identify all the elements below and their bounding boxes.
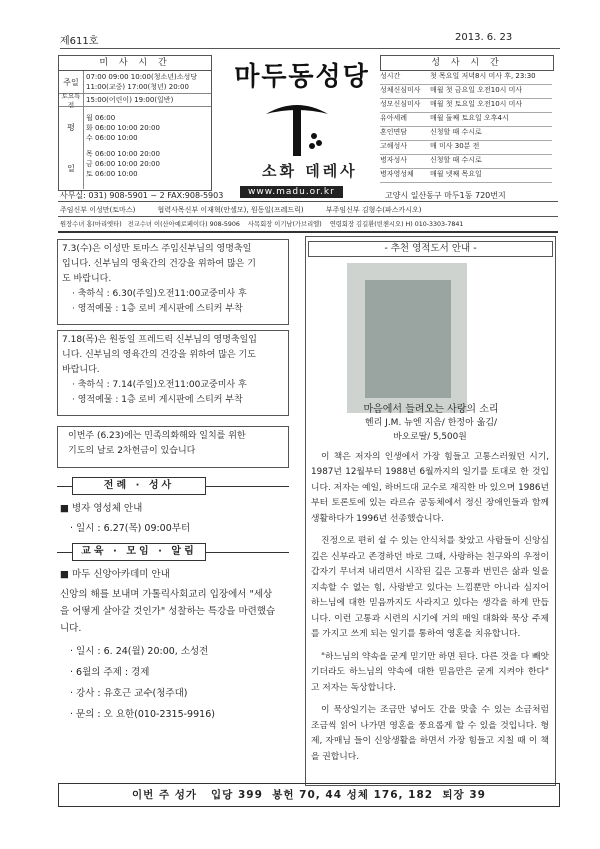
staff-line-2: 원장수녀 홍(마리엣타) 전교수녀 이(산아예로페이다) 908-5906 사목회장 이기남(가브리엘) 연령회장 김길환(빈첸시오) H) 010-3303-7841	[60, 221, 464, 228]
section-detail: · 문의 : 오 요한(010-2315-9916)	[70, 709, 215, 720]
book-description	[311, 430, 549, 772]
section-text: 을 어떻게 살아갈 것인가" 성찰하는 특강을 마련했습	[60, 606, 276, 617]
issue-date: 2013. 6. 23	[455, 32, 513, 43]
sacrament-label: 유아세례	[380, 114, 408, 122]
book-title: 마음에서 들려오는 사랑의 소리	[363, 404, 499, 415]
parish-subtitle: 소화 데레사	[262, 162, 358, 180]
sacrament-row	[380, 141, 552, 155]
sacrament-value: 매 미사 30분 전	[430, 142, 480, 150]
mass-row-label: 토요특전	[59, 94, 84, 106]
section-detail: · 일시 : 6.27(목) 09:00부터	[70, 523, 191, 534]
notice-box-1	[57, 239, 289, 325]
section-detail: · 강사 : 유호근 교수(청주대)	[70, 688, 188, 699]
sacrament-value: 매월 첫 금요일 오전10시 미사	[430, 86, 523, 94]
notice-line: 바랍니다.	[62, 365, 100, 375]
mass-line: 15:00(어린이) 19:00(일반)	[86, 96, 174, 104]
section-item: ■ 마두 신앙아카데미 안내	[60, 569, 170, 580]
mass-row-label: 평	[59, 107, 84, 147]
mass-row-weekday2	[59, 147, 211, 189]
mass-row-weekday	[59, 107, 211, 147]
sacrament-value: 첫 목요일 저녁8시 미사 후, 23:30	[430, 72, 536, 80]
sacrament-row	[380, 85, 552, 99]
parish-address: 고양시 일산동구 마두1동 720번지	[385, 191, 506, 200]
section-text: 신앙의 해를 보내며 가톨릭사회교리 입장에서 "세상	[60, 589, 273, 600]
notice-line: 입니다. 신부님의 영육간의 건강을 위하여 많은 기	[62, 259, 256, 269]
section-text: 니다.	[60, 623, 82, 634]
mass-line: 토 06:00 10:00	[86, 170, 138, 178]
sacrament-value: 신청할 때 수시로	[430, 156, 482, 164]
notice-line: 도 바랍니다.	[62, 274, 112, 284]
sacrament-value: 매월 첫 토요일 오전10시 미사	[430, 100, 523, 108]
contact-divider-bottom	[58, 231, 558, 233]
mass-line: 금 06:00 10:00 20:00	[86, 160, 160, 168]
section-detail: · 6월의 주제 : 경제	[70, 667, 150, 678]
sacrament-times-title: 성 사 시 간	[380, 55, 554, 71]
notice-line: 7.18(목)은 원동일 프레드릭 신부님의 영명축일입	[62, 335, 257, 345]
notice-item: · 영적예물 : 1층 로비 게시판에 스티커 부착	[72, 395, 243, 405]
sacrament-label: 성시간	[380, 72, 401, 80]
staff-line-1: 주임신부 이성만(토마스) 협력사목신부 이재혁(안셀모), 원동일(프레드릭) 부주임신부 김형수(파스카시오)	[60, 206, 422, 214]
sacrament-label: 병자영성체	[380, 170, 414, 178]
sacrament-label: 병자성사	[380, 156, 408, 164]
sacrament-label: 성모신심미사	[380, 100, 421, 108]
book-paragraph: 이 묵상일기는 조금만 넣어도 간을 맞출 수 있는 소금처럼 조금씩 읽어 나가면 영혼을 풍요롭게 할 수 있을 것입니다. 형제, 자매님 들이 신앙생활을 하면서 가장 힘들고 지칠 때 이 책을 권합니다.	[311, 705, 549, 762]
collection-line: 이번주 (6.23)에는 민족의화해와 일치를 위한	[68, 431, 246, 441]
sacrament-row	[380, 99, 552, 113]
section-detail: · 일시 : 6. 24(월) 20:00, 소성전	[70, 646, 209, 657]
section-title-liturgy: 전례 · 성사	[72, 477, 206, 495]
contact-divider	[58, 216, 558, 217]
collection-notice	[57, 426, 289, 468]
book-paragraph: "하느님의 약속을 굳게 믿기만 하면 된다. 다른 것을 다 빼앗기더라도 하느님의 약속에 대한 믿음만은 굳게 지켜야 한다" 고 저자는 독상합니다.	[311, 651, 549, 693]
mass-line: 07:00 09:00 10:00(청소년)소성당	[86, 73, 198, 81]
sacrament-times-box	[380, 55, 552, 185]
mass-row-saturday	[59, 94, 211, 107]
mass-line: 수 06:00 10:00	[86, 134, 138, 142]
hymn-footer: 이번 주 성가 입당 399 봉헌 70, 44 성체 176, 182 퇴장 39	[58, 783, 560, 807]
book-paragraph: 이 책은 저자의 인생에서 가장 힘들고 고통스러웠던 시기, 1987년 12월부터 1988년 6월까지의 일기를 토대로 한 것입니다. 저자는 예일, 하버드대 교수로 재직한 바 있으며 1986년부터 토론토에 있는 라르슈 공동체에서 정신 장애인들과 함께 생활하다가 1996년 선종했습니다.	[311, 451, 549, 524]
notice-line: 니다. 신부님의 영육간의 건강을 위하여 많은 기도	[62, 350, 256, 360]
section-title-education: 교육 · 모임 · 알림	[72, 543, 206, 561]
sacrament-value: 신청할 때 수시로	[430, 128, 482, 136]
notice-item: · 영적예물 : 1층 로비 게시판에 스티커 부착	[72, 304, 243, 314]
parish-title: 마두동성당	[234, 62, 370, 92]
section-item: ■ 병자 영성체 안내	[60, 503, 143, 514]
sacrament-row	[380, 127, 552, 141]
book-publisher: 바오로딸/ 5,500원	[393, 432, 467, 442]
issue-number: 제611호	[60, 36, 99, 47]
sacrament-label: 고해성사	[380, 142, 408, 150]
mass-times-title: 미 사 시 간	[59, 56, 211, 71]
cross-logo-icon	[262, 100, 332, 160]
mass-times-box	[58, 55, 212, 191]
notice-item: · 축하식 : 6.30(주일)오전11:00교중미사 후	[72, 289, 247, 299]
mass-row-label: 주일	[59, 71, 84, 93]
mass-line: 월 06:00	[86, 114, 116, 122]
contact-divider	[58, 201, 558, 202]
sacrament-label: 성체신심미사	[380, 86, 421, 94]
sacrament-row	[380, 155, 552, 169]
header-divider	[60, 48, 560, 49]
notice-box-2	[57, 330, 289, 416]
office-phone: 사무실: 031) 908-5901 ~ 2 FAX:908-5903	[60, 191, 224, 200]
book-author: 헨리 J.M. 뉴엔 지음/ 한정아 옮김/	[364, 418, 498, 428]
mass-line: 화 06:00 10:00 20:00	[86, 124, 160, 132]
book-paragraph: 진정으로 편히 쉴 수 있는 안식처를 찾았고 사람들이 신앙심 깊은 신부라고 존경하던 바로 그때, 사랑하는 친구와의 우정이 갑자기 무너져 내리면서 시작된 깊은 고통과 번민은 삶과 일을 지속할 수 없는 힘, 사랑받고 있다는 느낌뿐만 아니라 심지어 하느님에 대한 믿음까지도 사라지고 있다는 생각을 하게 만듭니다. 이런 고통과 시련의 시기에 거의 매일 대화와 묵상 주제를 가지고 쓰게 되는 일기를 통하여 영혼을 치유합니다.	[311, 536, 549, 639]
sacrament-row	[380, 169, 552, 183]
mass-line: 목 06:00 10:00 20:00	[86, 150, 160, 158]
sacrament-label: 혼인면담	[380, 128, 408, 136]
book-cover-art	[365, 280, 451, 398]
parish-url[interactable]: www.madu.or.kr	[240, 186, 343, 198]
sacrament-row	[380, 113, 552, 127]
notice-item: · 축하식 : 7.14(주일)오전11:00교중미사 후	[72, 380, 247, 390]
collection-line: 기도의 날로 2차헌금이 있습니다	[68, 446, 196, 456]
mass-row-label: 일	[59, 147, 84, 189]
notice-line: 7.3(수)은 이성만 토마스 주임신부님의 영명축일	[62, 244, 252, 254]
sacrament-value: 매월 넷째 목요일	[430, 170, 482, 178]
mass-line: 11:00(교중) 17:00(청년) 20:00	[86, 83, 189, 91]
sacrament-row	[380, 71, 552, 85]
sacrament-value: 매월 둘째 토요일 오후4시	[430, 114, 509, 122]
book-heading: - 추천 영적도서 안내 -	[308, 241, 553, 257]
